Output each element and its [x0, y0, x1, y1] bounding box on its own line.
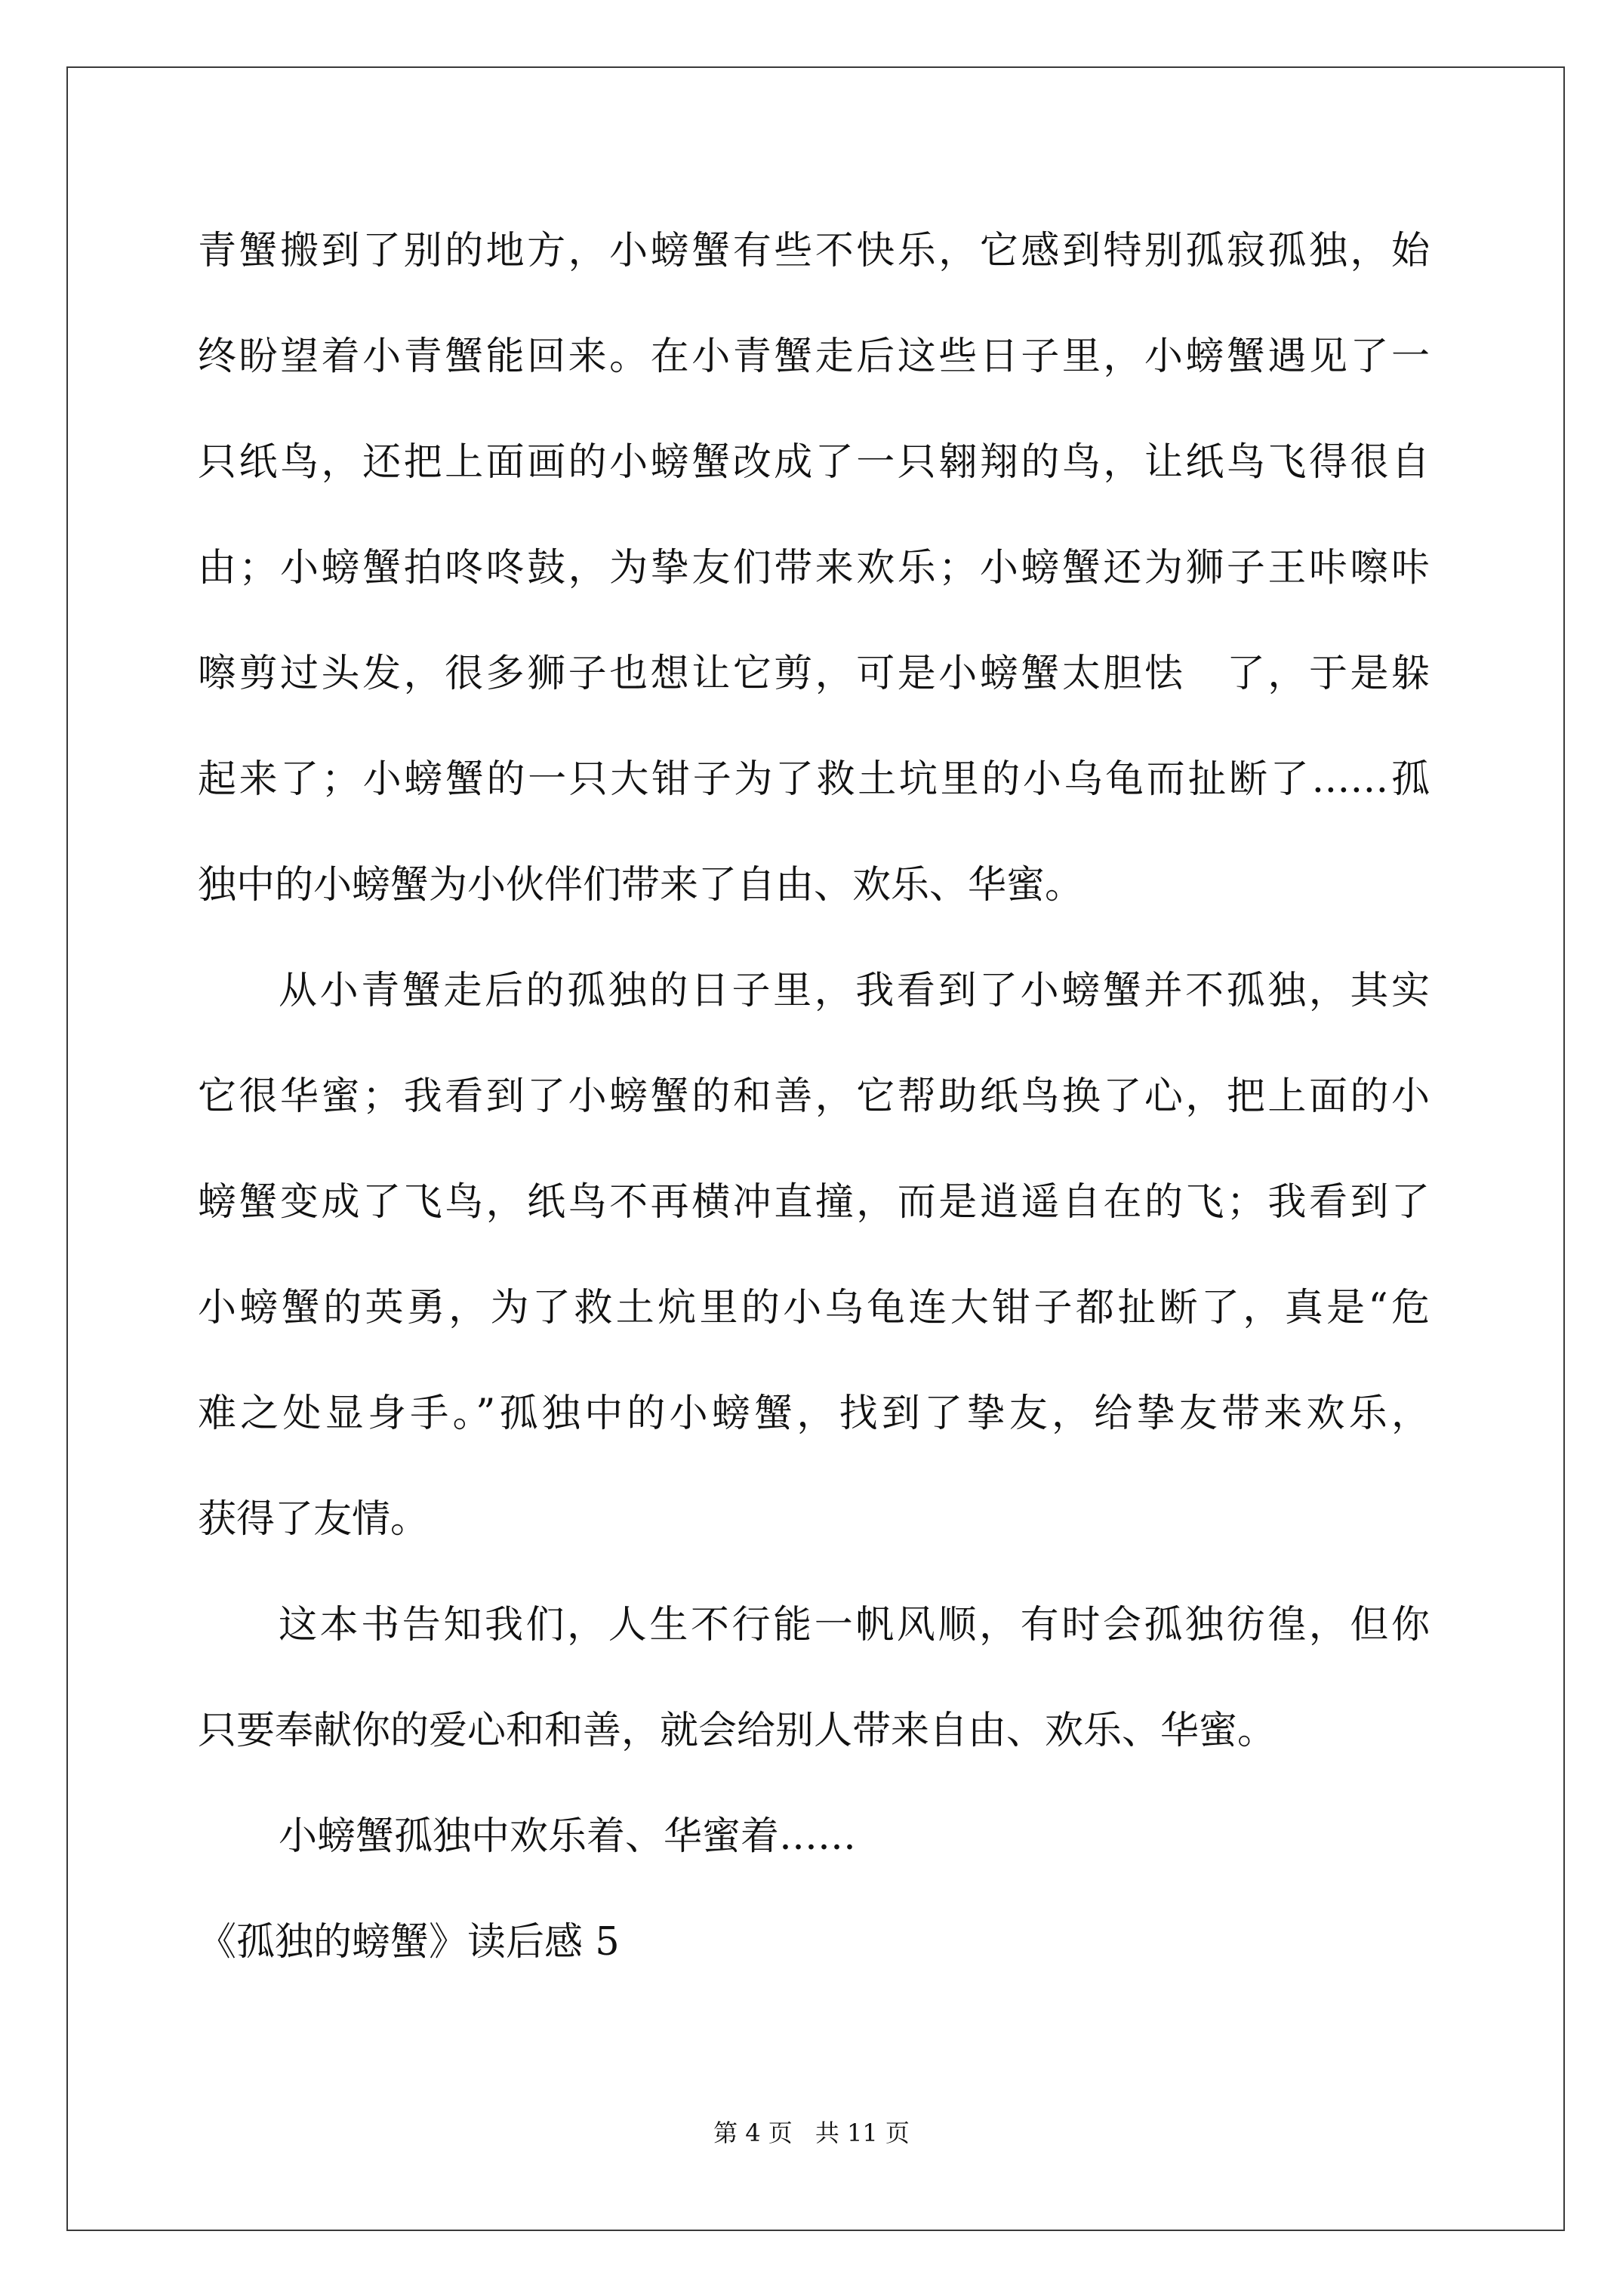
- paragraph-1-line-7: 独中的小螃蟹为小伙伴们带来了自由、欢乐、华蜜。: [198, 863, 1084, 908]
- paragraph-2-line-6: 获得了友情。: [198, 1497, 430, 1542]
- page-total: 共 11 页: [815, 2119, 910, 2147]
- page-number: 第 4 页: [713, 2119, 793, 2147]
- paragraph-2-line-2: 它很华蜜；我看到了小螃蟹的和善，它帮助纸鸟换了心，把上面的小: [198, 1074, 1430, 1119]
- paragraph-2-line-1: 从小青蟹走后的孤独的日子里，我看到了小螃蟹并不孤独，其实: [279, 969, 1430, 1013]
- paragraph-1-line-2: 终盼望着小青蟹能回来。在小青蟹走后这些日子里，小螃蟹遇见了一: [198, 334, 1430, 379]
- paragraph-1-line-1: 青蟹搬到了别的地方，小螃蟹有些不快乐，它感到特别孤寂孤独，始: [198, 229, 1430, 273]
- paragraph-2-line-4: 小螃蟹的英勇，为了救土炕里的小乌龟连大钳子都扯断了，真是“危: [198, 1286, 1430, 1330]
- paragraph-2-line-3: 螃蟹变成了飞鸟，纸鸟不再横冲直撞，而是逍遥自在的飞；我看到了: [198, 1180, 1430, 1225]
- paragraph-3-line-1: 这本书告知我们，人生不行能一帆风顺，有时会孤独彷徨，但你: [279, 1603, 1430, 1647]
- paragraph-1-line-4: 由；小螃蟹拍咚咚鼓，为挚友们带来欢乐；小螃蟹还为狮子王咔嚓咔: [198, 546, 1430, 590]
- paragraph-1-line-3: 只纸鸟，还把上面画的小螃蟹改成了一只翱翔的鸟，让纸鸟飞得很自: [198, 440, 1430, 485]
- paragraph-2-line-5: 难之处显身手。”孤独中的小螃蟹，找到了挚友，给挚友带来欢乐，: [198, 1391, 1430, 1436]
- paragraph-3-line-2: 只要奉献你的爱心和和善，就会给别人带来自由、欢乐、华蜜。: [198, 1709, 1277, 1753]
- paragraph-1-line-6: 起来了；小螃蟹的一只大钳子为了救土坑里的小乌龟而扯断了……孤: [198, 757, 1430, 802]
- paragraph-1-line-5: 嚓剪过头发，很多狮子也想让它剪，可是小螃蟹太胆怯 了，于是躲: [198, 652, 1430, 696]
- page-footer: [0, 2114, 1623, 2149]
- section-title: 《孤独的螃蟹》读后感 5: [198, 1920, 620, 1965]
- document-body: [198, 217, 1430, 2014]
- paragraph-4-line-1: 小螃蟹孤独中欢乐着、华蜜着……: [279, 1814, 857, 1859]
